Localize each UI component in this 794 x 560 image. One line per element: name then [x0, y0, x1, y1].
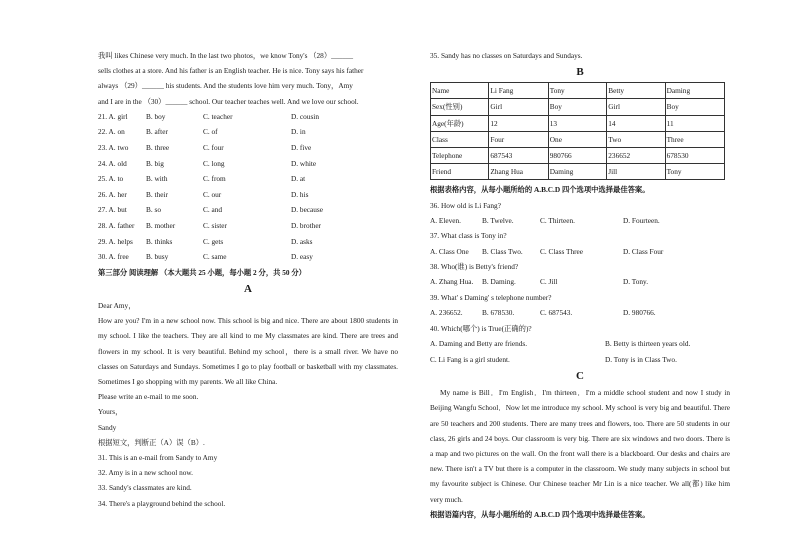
option-d: D. his — [291, 189, 309, 199]
option-d: D. brother — [291, 220, 321, 230]
table-row — [431, 164, 725, 180]
letter-request: Please write an e-mail to me soon. — [98, 392, 199, 402]
table-cell: Li Fang — [489, 83, 548, 99]
table-instruction: 根据表格内容，从每小题所给的 A.B.C.D 四个选项中选择最佳答案。 — [430, 185, 650, 195]
option-d: D. cousin — [291, 111, 319, 121]
left-column — [98, 48, 398, 511]
option-c: C. Thirteen. — [540, 215, 575, 225]
option-c: C. same — [203, 252, 227, 262]
option-d: D. at — [291, 174, 306, 184]
table-cell: Daming — [665, 83, 724, 99]
option-b: B. mother — [146, 220, 176, 230]
question-options — [430, 244, 730, 260]
option-row — [98, 109, 398, 125]
table-cell: Jill — [607, 164, 665, 180]
table-cell: 687543 — [489, 148, 548, 164]
letter-signature: Sandy — [98, 422, 117, 432]
table-cell: Friend — [431, 164, 489, 180]
letter-closing: Yours， — [98, 407, 123, 417]
question-options — [430, 274, 730, 290]
tf-item: 34. There's a playground behind the school. — [98, 498, 226, 508]
option-d: D. Tony is in Class Two. — [605, 354, 677, 364]
table-row — [431, 131, 725, 147]
option-d: D. Class Four — [623, 246, 664, 256]
option-b: B. Daming. — [482, 277, 516, 287]
option-c: C. our — [203, 189, 222, 199]
question-35: 35. Sandy has no classes on Saturdays and Sundays. — [430, 51, 583, 60]
question: 39. What' s Daming' s telephone number? — [430, 293, 552, 303]
option-a: 24. A. old — [98, 158, 127, 168]
table-cell: Tony — [548, 83, 606, 99]
table-cell: Sex(性别) — [431, 99, 489, 115]
table-cell: Three — [665, 131, 724, 147]
option-d: D. five — [291, 143, 312, 152]
option-d: D. Fourteen. — [623, 215, 660, 225]
table-row — [431, 115, 725, 131]
option-a: 26. A. her — [98, 189, 127, 199]
table-cell: Girl — [607, 99, 665, 115]
option-b: B. three — [146, 143, 170, 152]
tf-item: 33. Sandy's classmates are kind. — [98, 483, 192, 493]
cloze-line: always （29）______ his students. And the students love him very much. Tony，Amy — [98, 81, 353, 91]
option-d: D. because — [291, 205, 324, 215]
table-cell: Boy — [548, 99, 606, 115]
passage-instruction: 根据语篇内容，从每小题所给的 A.B.C.D 四个选项中选择最佳答案。 — [430, 509, 650, 519]
option-d: D. asks — [291, 236, 313, 246]
option-a: A. Daming and Betty are friends. — [430, 339, 528, 349]
option-a: 29. A. helps — [98, 236, 133, 246]
option-b: B. busy — [146, 252, 169, 262]
option-b: B. thinks — [146, 236, 173, 246]
option-row — [98, 218, 398, 234]
section-a-heading: A — [244, 282, 252, 295]
option-row — [98, 202, 398, 218]
option-c: C. four — [203, 143, 224, 152]
table-row — [431, 99, 725, 115]
option-a: A. 236652. — [430, 308, 463, 318]
option-a: 28. A. father — [98, 220, 135, 230]
option-b: B. with — [146, 174, 168, 184]
question: 37. What class is Tony in? — [430, 231, 507, 241]
option-d: D. 980766. — [623, 308, 656, 318]
part-heading: 第三部分 阅读理解 （本大题共 25 小题，每小题 2 分，共 50 分） — [98, 267, 306, 277]
option-b: B. 678530. — [482, 308, 515, 318]
option-row — [98, 187, 398, 203]
option-d: D. easy — [291, 252, 313, 262]
option-c: C. 687543. — [540, 308, 573, 318]
option-a: 22. A. on — [98, 127, 125, 137]
question-options — [430, 305, 730, 321]
option-c: C. of — [203, 127, 218, 137]
option-b: B. Betty is thirteen years old. — [605, 339, 691, 349]
option-c: C. long — [203, 158, 225, 168]
option-row — [98, 124, 398, 140]
option-b: B. so — [146, 205, 162, 215]
table-cell: 678530 — [665, 148, 724, 164]
question-options — [430, 213, 730, 229]
option-a: 21. A. girl — [98, 111, 128, 121]
option-row — [98, 249, 398, 265]
option-b: B. boy — [146, 111, 166, 121]
cloze-line: 我叫 likes Chinese very much. In the last two photos，we know Tony's （28）______ — [98, 51, 354, 60]
tf-instruction: 根据短文，判断正（A）误（B）. — [98, 437, 205, 447]
option-c: C. sister — [203, 220, 227, 230]
table-cell: Telephone — [431, 148, 489, 164]
table-cell: Betty — [607, 83, 665, 99]
table-cell: Age(年龄) — [431, 115, 489, 131]
table-cell: Class — [431, 131, 489, 147]
table-cell: 12 — [489, 115, 548, 131]
table-cell: Two — [607, 131, 665, 147]
table-row — [431, 83, 725, 99]
right-column — [430, 48, 730, 522]
option-c: C. Class Three — [540, 246, 584, 256]
table-cell: 980766 — [548, 148, 606, 164]
question-40-options-row2 — [430, 352, 730, 368]
option-a: 30. A. free — [98, 252, 129, 262]
table-cell: 13 — [548, 115, 606, 131]
option-row — [98, 156, 398, 172]
table-questions — [430, 198, 730, 321]
tf-item: 32. Amy is in a new school now. — [98, 468, 193, 478]
option-c: C. Jill — [540, 277, 558, 287]
question: 38. Who(谁) is Betty's friend? — [430, 262, 519, 272]
table-cell: Zhang Hua — [489, 164, 548, 180]
cloze-line: and I are in the （30）______ school. Our teacher teaches well. And we love our school. — [98, 96, 359, 106]
student-info-table — [430, 82, 725, 180]
option-a: 23. A. two — [98, 143, 129, 152]
table-cell: Daming — [548, 164, 606, 180]
cloze-options — [98, 109, 398, 265]
passage-c: My name is Bill．I'm English．I'm thirteen．I'm a middle school student and now I study in Beijing Wangfu School．Now let me introduce my school. My school is very big and beautiful. There are 50 teachers and 200 students. There are many trees and flowers, too. There are 50 students in our class, 26 girls and 24 boys. Our classroom is very big. There are six windows and two doors. There is a map and two pictures on the wall. On the front wall there is a blackboard. Our desks and chairs are new. There isn't a TV but there is a computer in the classroom. We study many subjects in school but my favourite subject is Chinese. Our Chinese teacher Mr Lin is a nice teacher. We all(都) like him very much. — [430, 388, 730, 504]
section-c-heading: C — [576, 370, 584, 383]
option-row — [98, 171, 398, 187]
option-row — [98, 234, 398, 250]
option-b: B. their — [146, 189, 168, 199]
option-c: C. and — [203, 205, 223, 215]
cloze-line: sells clothes at a store. And his father is an English teacher. He is nice. Tony says his father — [98, 66, 364, 76]
option-a: 25. A. to — [98, 174, 124, 184]
option-c: C. Li Fang is a girl student. — [430, 354, 510, 364]
option-d: D. in — [291, 127, 306, 137]
question-40-options-row1 — [430, 336, 730, 352]
question: 36. How old is Li Fang? — [430, 200, 501, 210]
table-cell: Name — [431, 83, 489, 99]
table-cell: Tony — [665, 164, 724, 180]
option-b: B. big — [146, 158, 164, 168]
option-c: C. from — [203, 174, 226, 184]
option-a: 27. A. but — [98, 205, 127, 215]
option-c: C. teacher — [203, 111, 233, 121]
question-40: 40. Which(哪个) is True(正确的)? — [430, 323, 532, 333]
table-cell: 11 — [665, 115, 724, 131]
option-a: A. Class One — [430, 246, 469, 256]
table-cell: 236652 — [607, 148, 665, 164]
section-b-heading: B — [576, 66, 584, 79]
option-b: B. Twelve. — [482, 215, 514, 225]
letter-greeting: Dear Amy， — [98, 300, 136, 310]
option-b: B. Class Two. — [482, 246, 523, 256]
table-cell: Four — [489, 131, 548, 147]
tf-item: 31. This is an e-mail from Sandy to Amy — [98, 452, 218, 462]
option-a: A. Zhang Hua. — [430, 277, 474, 287]
table-cell: Girl — [489, 99, 548, 115]
letter-body: How are you? I'm in a new school now. This school is big and nice. There are about 1800 students in my school. I like the teachers. They are all kind to me My classmates are kind. There are trees and flowers in my school. It is very beautiful. Behind my school，there is a small river. We have no classes on Saturdays and Sundays. Sometimes I go to play football or basketball with my classmates. Sometimes I go shopping with my parents. We all like China. — [98, 316, 398, 386]
table-cell: 14 — [607, 115, 665, 131]
option-a: A. Eleven. — [430, 215, 462, 225]
option-row — [98, 140, 398, 156]
option-d: D. white — [291, 158, 317, 168]
table-cell: Boy — [665, 99, 724, 115]
table-cell: One — [548, 131, 606, 147]
option-c: C. gets — [203, 236, 224, 246]
table-row — [431, 148, 725, 164]
option-d: D. Tony. — [623, 277, 649, 287]
option-b: B. after — [146, 127, 168, 137]
